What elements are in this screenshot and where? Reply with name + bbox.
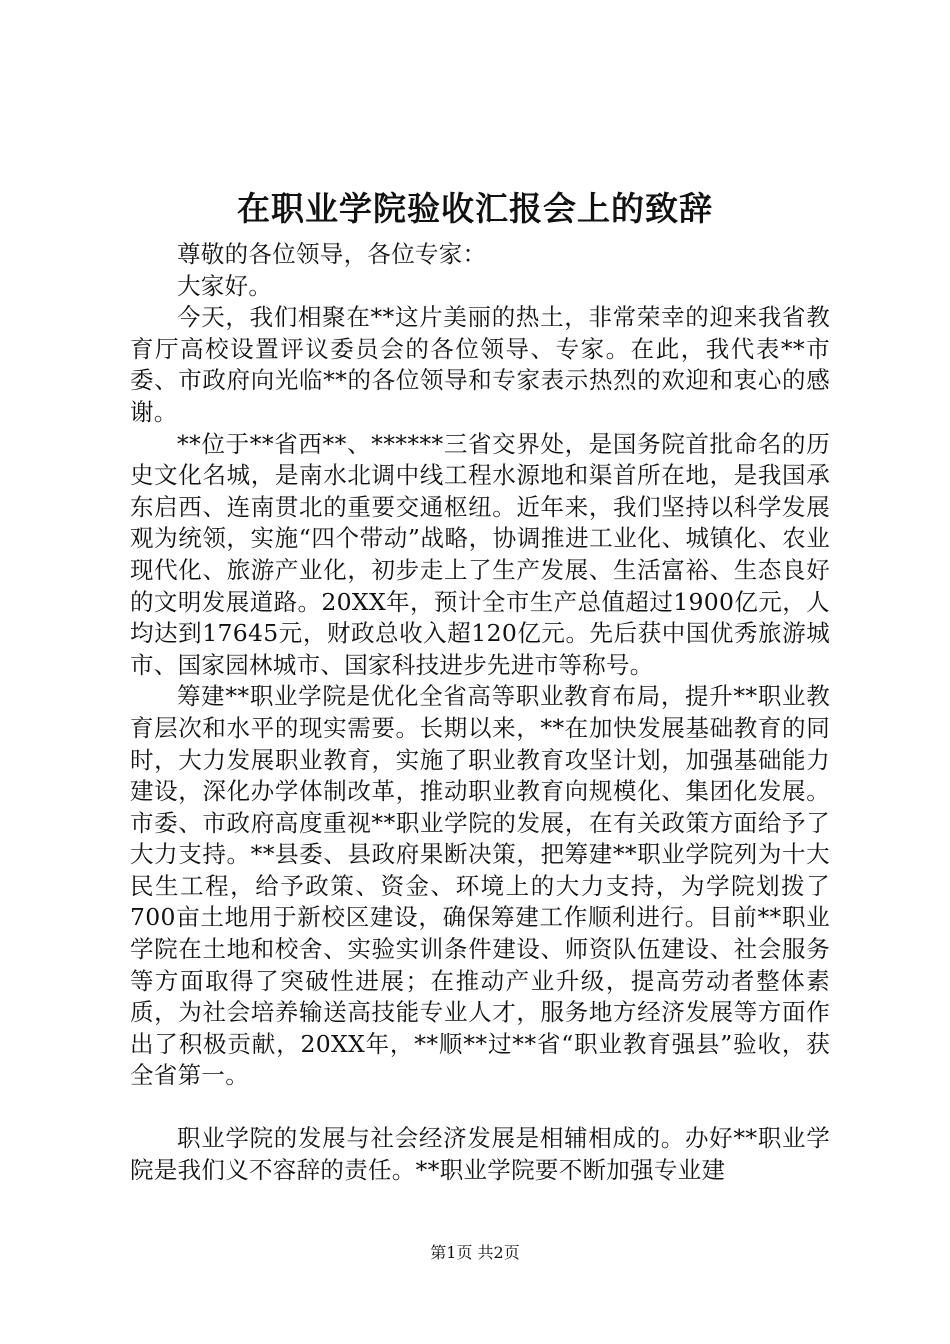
greeting: 大家好。 [177, 271, 273, 300]
paragraph-welcome: 今天，我们相聚在**这片美丽的热土，非常荣幸的迎来我省教育厅高校设置评议委员会的各位领导、专家。在此，我代表**市委、市政府向光临**的各位领导和专家表示热烈的欢迎和衷心的感谢。 [130, 303, 830, 426]
document-title: 在职业学院验收汇报会上的致辞 [237, 189, 713, 228]
paragraph-college-founding: 筹建**职业学院是优化全省高等职业教育布局，提升**职业教育层次和水平的现实需要。长期以来，**在加快发展基础教育的同时，大力发展职业教育，实施了职业教育攻坚计划，加强基础能力建设，深化办学体制改革，推动职业教育向规模化、集团化发展。市委、市政府高度重视**职业学院的发展，在有关政策方面给予了大力支持。**县委、县政府果断决策，把筹建**职业学院列为十大民生工程，给予政策、资金、环境上的大力支持，为学院划拨了700亩土地用于新校区建设，确保筹建工作顺利进行。目前**职业学院在土地和校舍、实验实训条件建设、师资队伍建设、社会服务等方面取得了突破性进展；在推动产业升级，提高劳动者整体素质，为社会培养输送高技能专业人才，服务地方经济发展等方面作出了积极贡献，20XX年，**顺**过**省“职业教育强县”验收，获全省第一。 [130, 682, 830, 1090]
page-footer: 第1页 共2页 [430, 1243, 520, 1262]
document-body [130, 239, 830, 1186]
paragraph-city-intro: **位于**省西**、******三省交界处，是国务院首批命名的历史文化名城，是南水北调中线工程水源地和渠首所在地，是我国承东启西、连南贯北的重要交通枢纽。近年来，我们坚持以科学发展观为统领，实施“四个带动”战略，协调推进工业化、城镇化、农业现代化、旅游产业化，初步走上了生产发展、生活富裕、生态良好的文明发展道路。20XX年，预计全市生产总值超过1900亿元，人均达到17645元，财政总收入超120亿元。先后获中国优秀旅游城市、国家园林城市、国家科技进步先进市等称号。 [130, 429, 830, 679]
paragraph-college-development: 职业学院的发展与社会经济发展是相辅相成的。办好**职业学院是我们义不容辞的责任。**职业学院要不断加强专业建 [130, 1124, 830, 1184]
salutation: 尊敬的各位领导，各位专家： [177, 240, 487, 268]
